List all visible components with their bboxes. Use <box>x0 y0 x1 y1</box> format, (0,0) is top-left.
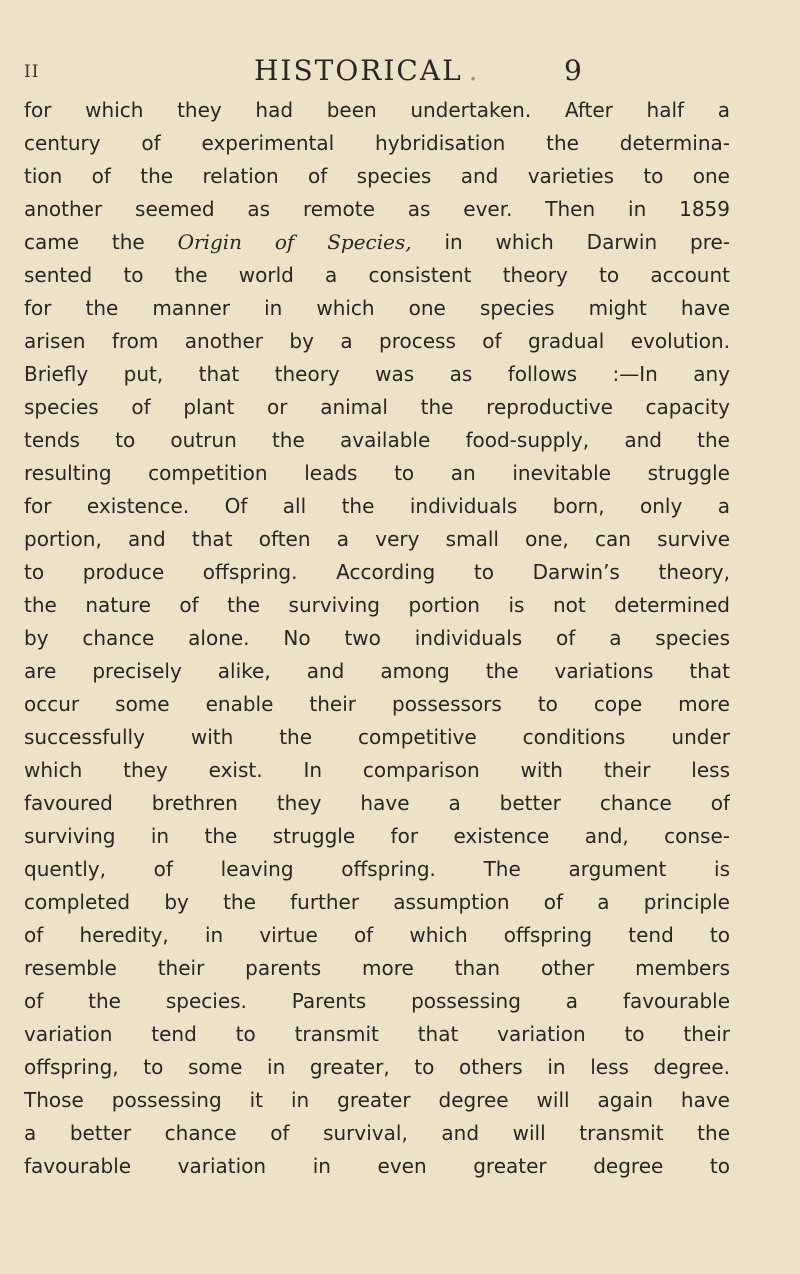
text-line: for the manner in which one species might have <box>24 296 730 320</box>
text-line: favourable variation in even greater degree to <box>24 1154 730 1178</box>
text-line: offspring, to some in greater, to others in less degree. <box>24 1055 730 1079</box>
text-line: Briefly put, that theory was as follows :—In any <box>24 362 730 386</box>
book-title-italic: Origin of Species, <box>177 230 412 254</box>
text-line: occur some enable their possessors to cope more <box>24 692 730 716</box>
text-line: century of experimental hybridisation the determina- <box>24 131 730 155</box>
text-line: of heredity, in virtue of which offspring tend to <box>24 923 730 947</box>
text-line: to produce offspring. According to Darwin’s theory, <box>24 560 730 584</box>
text-line: favoured brethren they have a better chance of <box>24 791 730 815</box>
text-line: resemble their parents more than other members <box>24 956 730 980</box>
text-line: completed by the further assumption of a principle <box>24 890 730 914</box>
running-head <box>254 54 480 87</box>
running-head-title: HISTORICAL <box>254 54 463 87</box>
page-header <box>0 54 800 94</box>
text-line: by chance alone. No two individuals of a species <box>24 626 730 650</box>
text-line <box>24 226 730 259</box>
text-line: variation tend to transmit that variation to their <box>24 1022 730 1046</box>
running-head-dot: . <box>468 54 480 87</box>
text-line-segment: in which Darwin pre- <box>411 230 730 254</box>
text-line: for existence. Of all the individuals born, only a <box>24 494 730 518</box>
text-line: arisen from another by a process of gradual evolution. <box>24 329 730 353</box>
text-line: tion of the relation of species and varieties to one <box>24 164 730 188</box>
text-line-segment: came the <box>24 230 178 254</box>
text-line: species of plant or animal the reproductive capacity <box>24 395 730 419</box>
text-line: which they exist. In comparison with their less <box>24 758 730 782</box>
body-text <box>24 94 730 1183</box>
text-line: are precisely alike, and among the variations that <box>24 659 730 683</box>
text-line: successfully with the competitive conditions under <box>24 725 730 749</box>
text-line: a better chance of survival, and will transmit the <box>24 1121 730 1145</box>
signature-mark: II <box>24 62 40 82</box>
text-line: of the species. Parents possessing a favourable <box>24 989 730 1013</box>
text-line: for which they had been undertaken. After half a <box>24 98 730 122</box>
text-line: tends to outrun the available food-supply, and the <box>24 428 730 452</box>
text-line: quently, of leaving offspring. The argument is <box>24 857 730 881</box>
text-line: sented to the world a consistent theory to account <box>24 263 730 287</box>
text-line: the nature of the surviving portion is not determined <box>24 593 730 617</box>
text-line: surviving in the struggle for existence and, conse- <box>24 824 730 848</box>
text-line: Those possessing it in greater degree will again have <box>24 1088 730 1112</box>
text-line: resulting competition leads to an inevitable struggle <box>24 461 730 485</box>
text-line: portion, and that often a very small one, can survive <box>24 527 730 551</box>
page-number: 9 <box>564 54 582 87</box>
text-line: another seemed as remote as ever. Then in 1859 <box>24 197 730 221</box>
